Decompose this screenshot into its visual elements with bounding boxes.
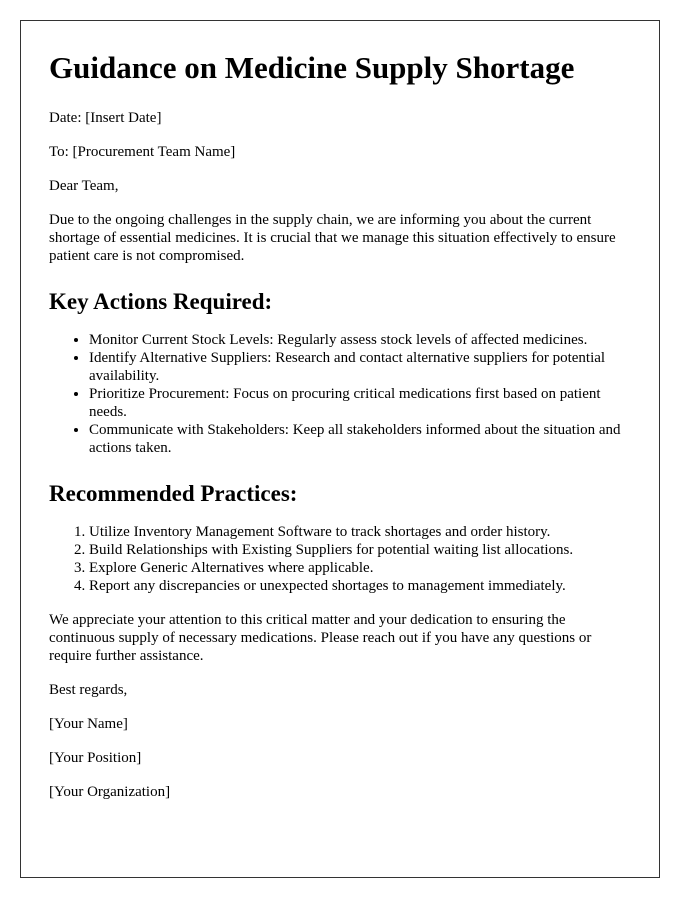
- list-item: • Monitor Current Stock Levels: Regularly assess stock levels of affected medicines.: [89, 331, 631, 349]
- list-item: • Identify Alternative Suppliers: Research and contact alternative suppliers for potential availability.: [89, 349, 631, 385]
- list-item: 4. Report any discrepancies or unexpected shortages to management immediately.: [89, 577, 631, 595]
- recipient-line: To: [Procurement Team Name]: [49, 144, 236, 160]
- signature-organization: [Your Organization]: [49, 784, 171, 800]
- intro-paragraph: Due to the ongoing challenges in the supply chain, we are informing you about the current shortage of essential medicines. It is crucial that we manage this situation effectively to ensure patient care is not compromised.: [49, 212, 616, 264]
- key-actions-heading: Key Actions Required:: [49, 289, 273, 314]
- recommended-practices-heading: Recommended Practices:: [49, 481, 298, 506]
- list-item: • Prioritize Procurement: Focus on procuring critical medications first based on patient needs.: [89, 385, 631, 421]
- letter-page: [20, 20, 660, 878]
- greeting: Dear Team,: [49, 178, 119, 194]
- recommended-practices-list: [49, 523, 631, 595]
- list-item: 2. Build Relationships with Existing Suppliers for potential waiting list allocations.: [89, 541, 631, 559]
- page-title: Guidance on Medicine Supply Shortage: [49, 50, 575, 85]
- sign-off: Best regards,: [49, 682, 128, 698]
- date-line: Date: [Insert Date]: [49, 110, 162, 126]
- signature-name: [Your Name]: [49, 716, 128, 732]
- list-item: 1. Utilize Inventory Management Software to track shortages and order history.: [89, 523, 631, 541]
- signature-position: [Your Position]: [49, 750, 142, 766]
- list-item: 3. Explore Generic Alternatives where applicable.: [89, 559, 631, 577]
- closing-paragraph: We appreciate your attention to this critical matter and your dedication to ensuring the continuous supply of necessary medications. Please reach out if you have any questions or require further assistance.: [49, 612, 592, 664]
- list-item: • Communicate with Stakeholders: Keep all stakeholders informed about the situation and actions taken.: [89, 421, 631, 457]
- key-actions-list: [49, 331, 631, 457]
